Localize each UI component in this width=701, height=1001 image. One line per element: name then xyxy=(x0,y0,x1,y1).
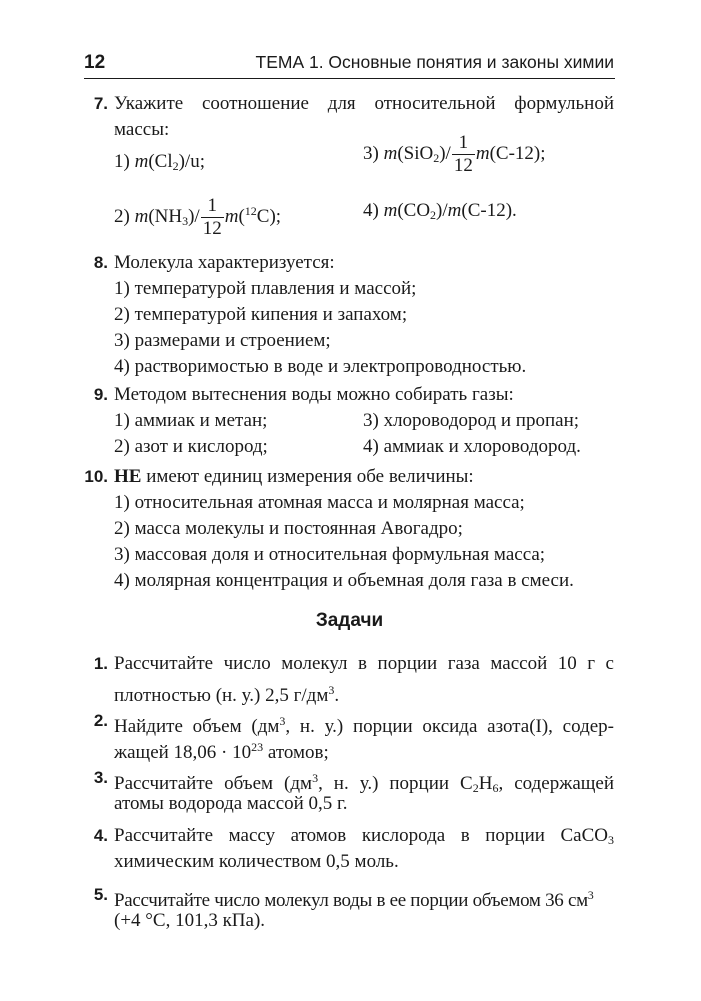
task-text: Рассчитайте число молекул воды в ее порции объемом 36 $см^3$ xyxy=(114,888,594,911)
task-text: Рассчитайте объем ($дм^3$, н. у.) порции $C_2H_6$, содержащей xyxy=(114,771,614,795)
task-text-cont: химическим количеством 0,5 моль. xyxy=(114,851,399,872)
question-text: Молекула характеризуется: xyxy=(114,252,335,273)
option-3: 3) массовая доля и относительная формульная масса; xyxy=(114,544,546,565)
option-3: 3) m(SiO$_2$)/ $\frac{1}{12}$ m(C-12); xyxy=(363,132,546,177)
task-text: Рассчитайте массу атомов кислорода в порции CaCO$_3$ xyxy=(114,825,614,847)
option-1: 1) $m(Cl_2)/u$; xyxy=(114,151,205,173)
option-1: 1) температурой плавления и массой; xyxy=(114,278,417,299)
task-number: 2. xyxy=(93,711,108,730)
question-number: 8. xyxy=(93,253,108,272)
header-rule xyxy=(84,78,615,79)
option-2: 2) масса молекулы и постоянная Авогадро; xyxy=(114,518,463,539)
option-2: 2) температурой кипения и запахом; xyxy=(114,304,408,325)
option-1: 1) аммиак и метан; xyxy=(114,410,268,431)
question-number: 10. xyxy=(84,467,108,486)
option-1: 1) относительная атомная масса и молярная масса; xyxy=(114,492,525,513)
page-header xyxy=(84,50,614,78)
question-number: 9. xyxy=(93,385,108,404)
task-number: 1. xyxy=(93,654,108,673)
option-4: 4) растворимостью в воде и электропроводностью. xyxy=(114,356,527,377)
task-text-cont: жащей $18,06 \cdot 10^{23}$ атомов; xyxy=(114,740,329,763)
task-number: 3. xyxy=(93,768,108,787)
question-text: НЕ имеют единиц измерения обе величины: xyxy=(114,466,474,487)
question-text: Укажите соотношение для относительной формульной xyxy=(114,93,614,114)
option-2: 2) азот и кислород; xyxy=(114,436,268,457)
option-2: 2) $m(NH_3)/$ $\frac{1}{12}$ m($^{12}$C); xyxy=(114,195,282,240)
option-3: 3) хлороводород и пропан; xyxy=(363,410,580,431)
option-3: 3) размерами и строением; xyxy=(114,330,331,351)
question-text-cont: массы: xyxy=(114,119,170,140)
task-text: Найдите объем ($дм^3$, н. у.) порции оксида азота(I), содер- xyxy=(114,714,614,737)
question-text: Методом вытеснения воды можно собирать газы: xyxy=(114,384,514,405)
task-text-cont: (+4 °C, 101,3 кПа). xyxy=(114,910,266,931)
option-4: 4) $m(CO_2)/m(C-12)$. xyxy=(363,200,517,222)
task-number: 4. xyxy=(93,826,108,845)
task-text-cont: плотностью (н. у.) 2,5 $г/дм^3$. xyxy=(114,683,340,706)
section-title: Задачи xyxy=(315,610,384,631)
fraction: $\frac{1}{12}$ xyxy=(202,195,222,240)
option-4: 4) аммиак и хлороводород. xyxy=(363,436,581,457)
task-text-cont: атомы водорода массой 0,5 г. xyxy=(114,793,348,814)
task-text: Рассчитайте число молекул в порции газа массой 10 г с xyxy=(114,653,614,674)
task-number: 5. xyxy=(93,885,108,904)
page-number: 12 xyxy=(84,52,106,73)
running-title: ТЕМА 1. Основные понятия и законы химии xyxy=(255,52,614,72)
question-number: 7. xyxy=(93,94,108,113)
fraction: $\frac{1}{12}$ xyxy=(453,132,473,177)
option-4: 4) молярная концентрация и объемная доля газа в смеси. xyxy=(114,570,574,591)
